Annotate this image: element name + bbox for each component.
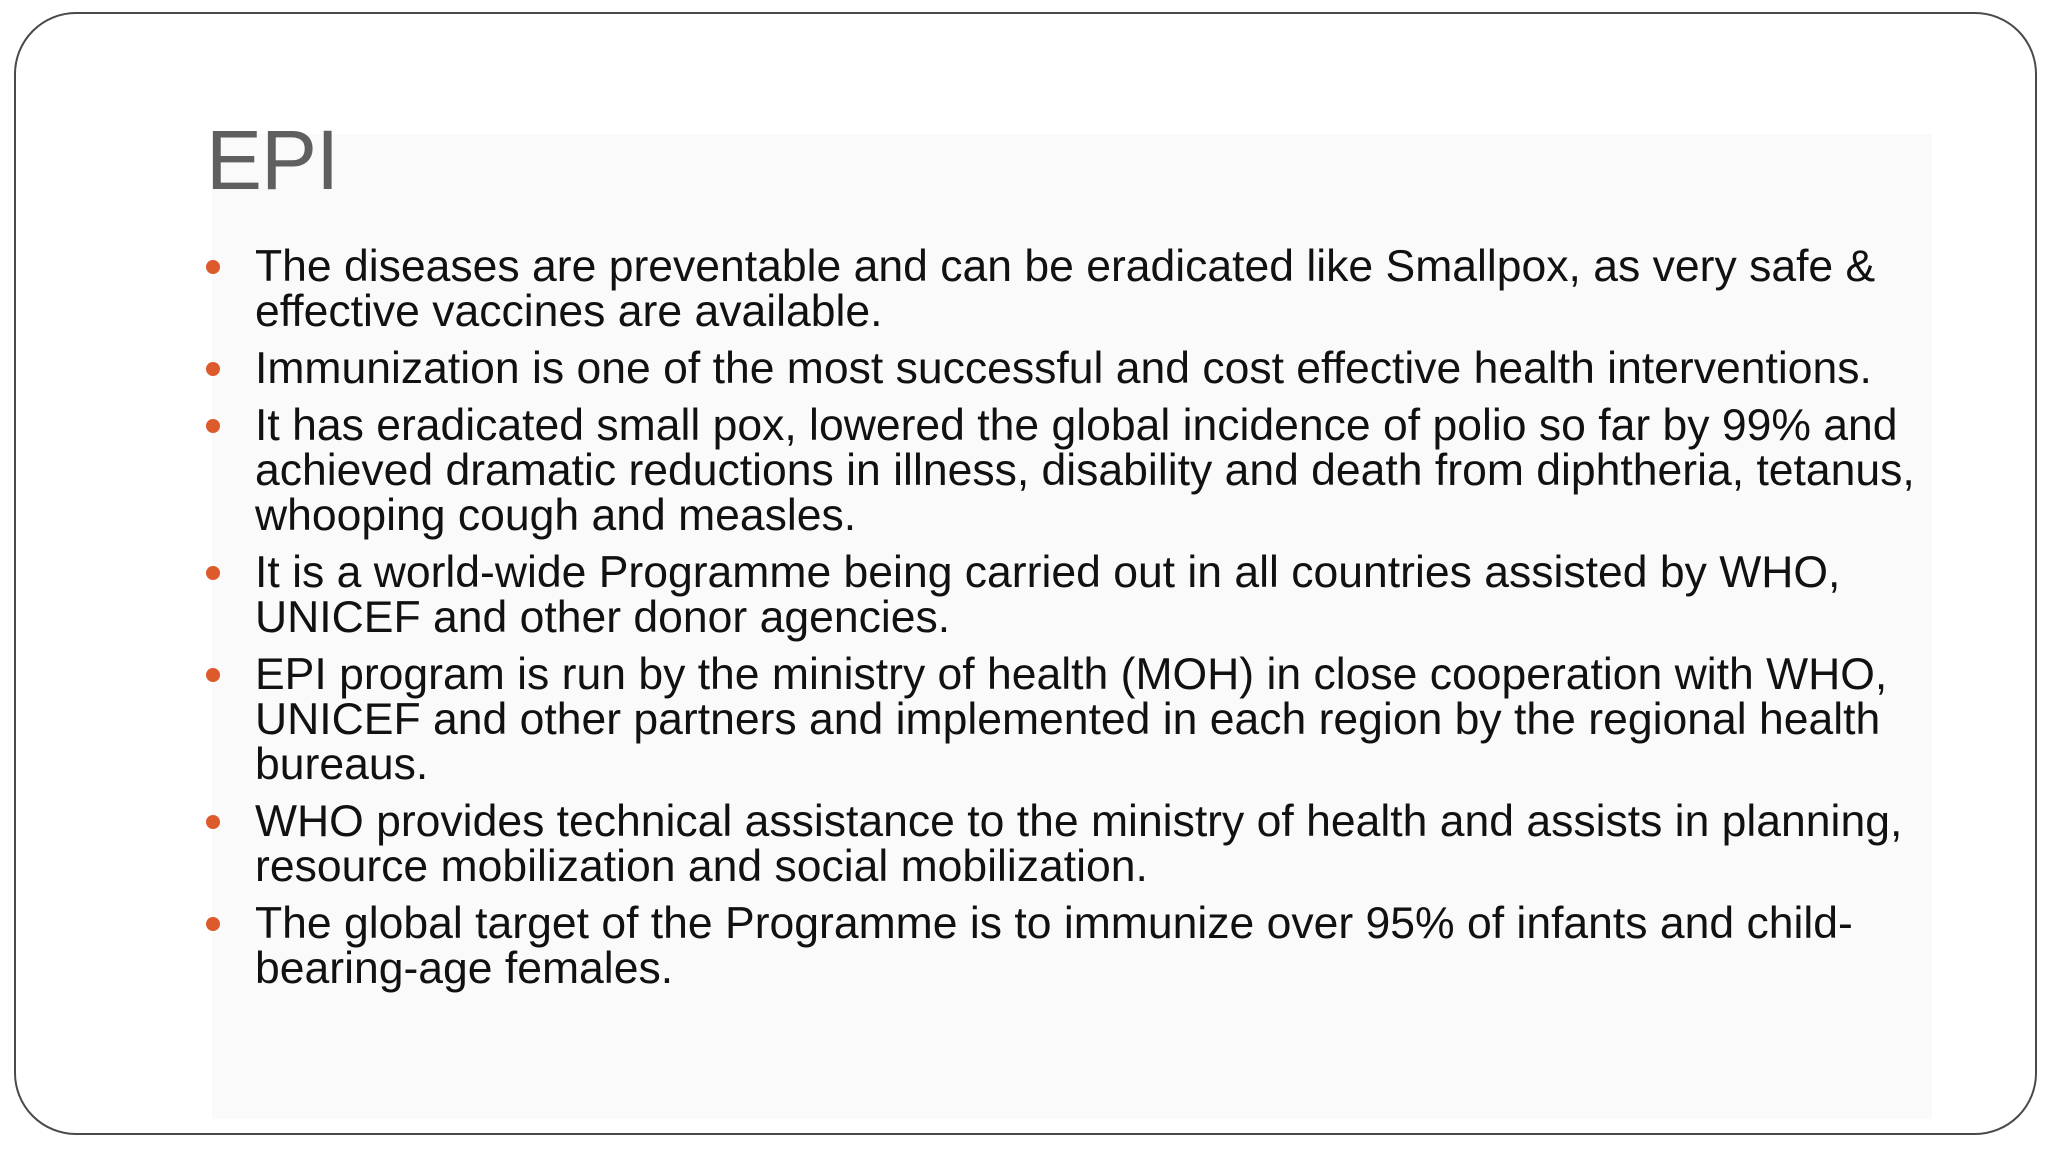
bullet-item (206, 799, 1966, 889)
bullet-dot-icon (206, 362, 220, 376)
bullet-dot-icon (206, 815, 220, 829)
slide-title: EPI (206, 113, 339, 207)
bullet-text: EPI program is run by the ministry of health (MOH) in close cooperation with WHO, UNICEF and other partners and implemented in each region by the regional health bureaus. (255, 650, 1888, 789)
bullet-dot-icon (206, 419, 220, 433)
bullet-item (206, 550, 1966, 640)
bullet-text: The global target of the Programme is to immunize over 95% of infants and child-bearing-age females. (255, 899, 1853, 993)
bullet-item (206, 346, 1966, 391)
bullet-text: Immunization is one of the most successful and cost effective health interventions. (255, 344, 1872, 393)
bullet-text: The diseases are preventable and can be eradicated like Smallpox, as very safe & effective vaccines are available. (255, 242, 1876, 336)
bullet-item (206, 403, 1966, 538)
bullet-text: It is a world-wide Programme being carried out in all countries assisted by WHO, UNICEF and other donor agencies. (255, 548, 1841, 642)
bullet-dot-icon (206, 566, 220, 580)
bullet-item (206, 244, 1966, 334)
bullet-list (206, 244, 1966, 1003)
bullet-text: WHO provides technical assistance to the ministry of health and assists in planning, resource mobilization and social mobilization. (255, 797, 1903, 891)
bullet-dot-icon (206, 260, 220, 274)
bullet-item (206, 652, 1966, 787)
bullet-dot-icon (206, 917, 220, 931)
bullet-item (206, 901, 1966, 991)
bullet-dot-icon (206, 668, 220, 682)
bullet-text: It has eradicated small pox, lowered the global incidence of polio so far by 99% and achieved dramatic reductions in illness, disability and death from diphtheria, tetanus, whooping cough and measles. (255, 401, 1915, 540)
